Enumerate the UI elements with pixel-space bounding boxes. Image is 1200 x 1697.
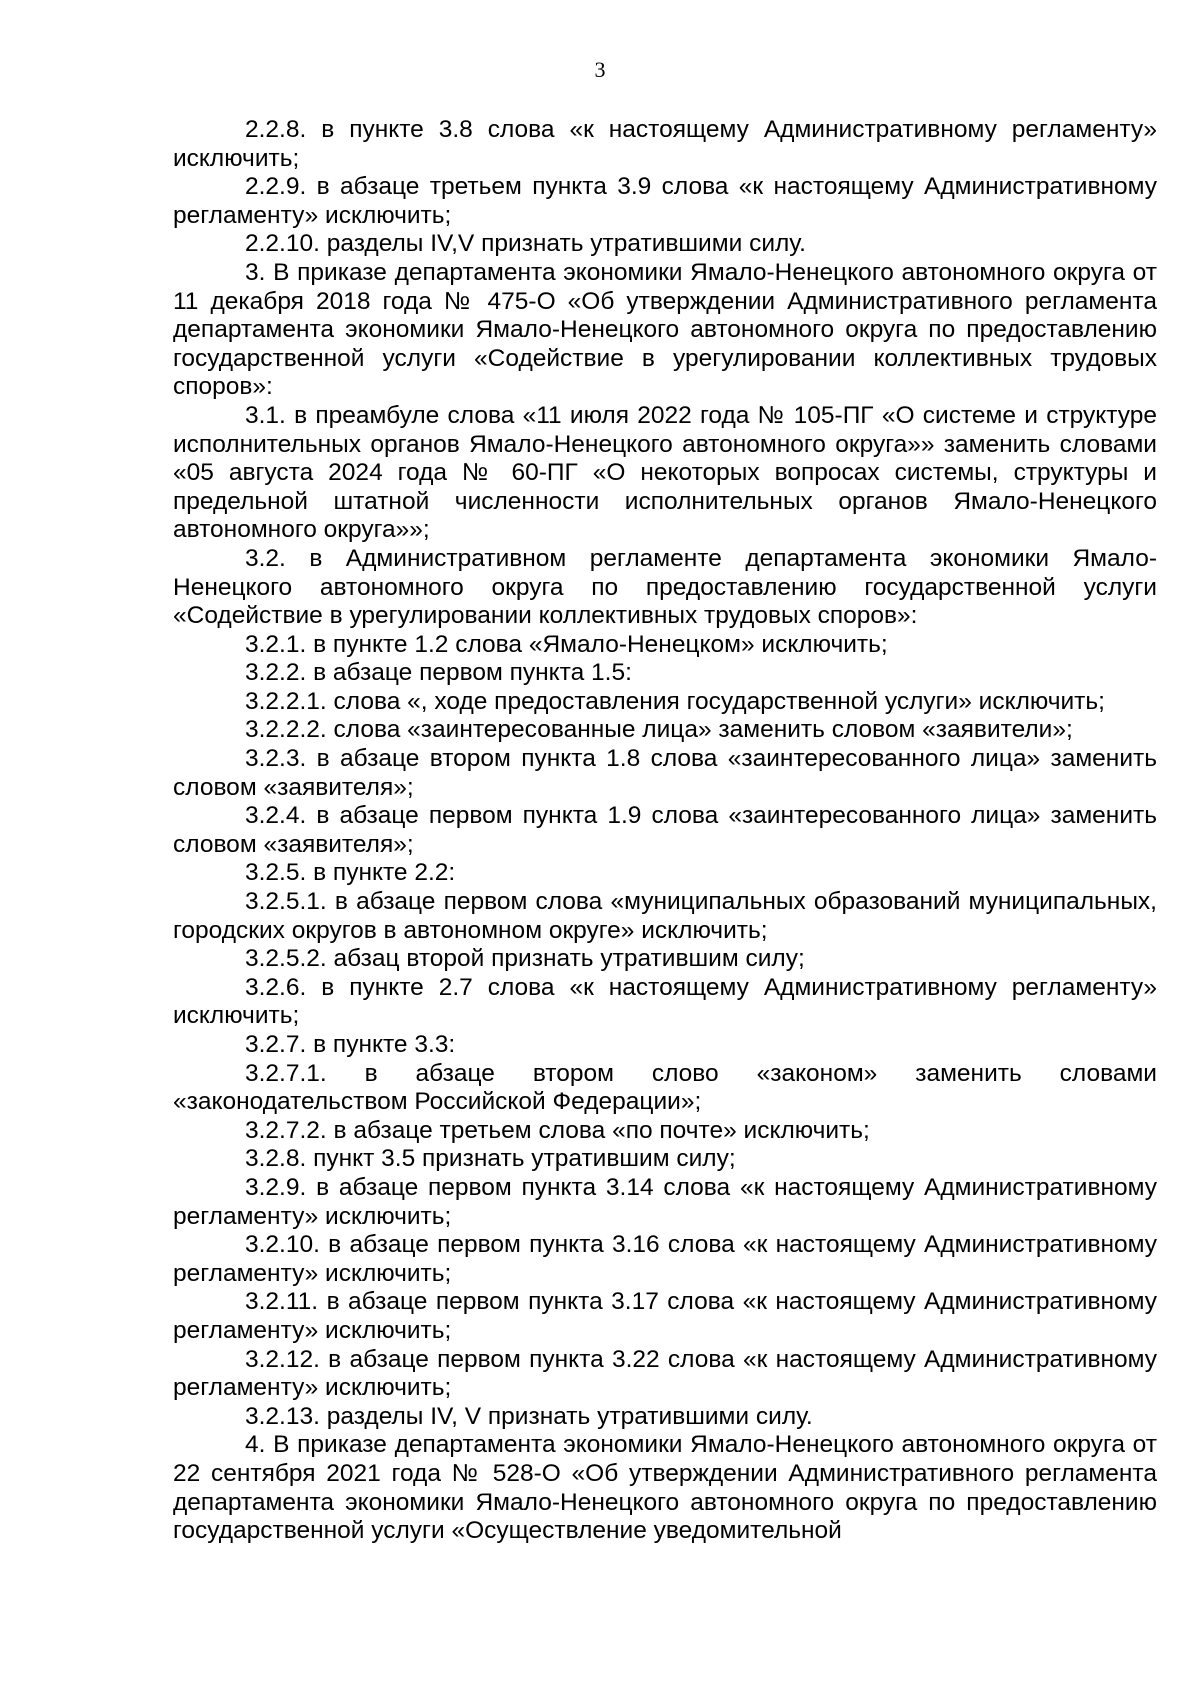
paragraph: 3.2.12. в абзаце первом пункта 3.22 слова «к настоящему Административному регламенту» исключить; [173, 1345, 1157, 1402]
paragraph: 3.2. в Административном регламенте департамента экономики Ямало-Ненецкого автономного округа по предоставлению государственной услуги «Содействие в урегулировании коллективных трудовых споров»: [173, 544, 1157, 630]
paragraph: 3.2.8. пункт 3.5 признать утратившим силу; [245, 1145, 736, 1173]
paragraph: 3.2.4. в абзаце первом пункта 1.9 слова «заинтересованного лица» заменить словом «заявителя»; [173, 802, 1157, 858]
paragraph: 3.2.5.1. в абзаце первом слова «муниципальных образований муниципальных, городских округов в автономном округе» исключить; [173, 888, 1157, 944]
paragraph: 4. В приказе департамента экономики Ямало-Ненецкого автономного округа от 22 сентября 2021 года № 528-О «Об утверждении Административного регламента департамента экономики Ямало-Ненецкого автономного округа по предоставлению государственной услуги «Осуществление уведомительной [173, 1431, 1157, 1545]
paragraph: 3.2.1. в пункте 1.2 слова «Ямало-Ненецком» исключить; [245, 630, 888, 658]
paragraph: 3.2.6. в пункте 2.7 слова «к настоящему Административному регламенту» исключить; [173, 973, 1157, 1030]
paragraph: 3.2.2.1. слова «, ходе предоставления государственной услуги» исключить; [245, 687, 1105, 715]
paragraph: 2.2.10. разделы IV,V признать утратившими силу. [245, 230, 806, 258]
paragraph: 3.2.7.2. в абзаце третьем слова «по почте» исключить; [245, 1116, 870, 1144]
paragraph: 3.2.11. в абзаце первом пункта 3.17 слова «к настоящему Административному регламенту» исключить; [173, 1288, 1157, 1344]
paragraph: 3.2.3. в абзаце втором пункта 1.8 слова «заинтересованного лица» заменить словом «заявителя»; [173, 745, 1157, 801]
paragraph: 3.1. в преамбуле слова «11 июля 2022 года № 105-ПГ «О системе и структуре исполнительных органов Ямало-Ненецкого автономного округа»» заменить словами «05 августа 2024 года № 60-ПГ «О некоторых вопросах системы, структуры и предельной штатной численности исполнительных органов Ямало-Ненецкого автономного округа»»; [173, 401, 1157, 544]
paragraph: 2.2.9. в абзаце третьем пункта 3.9 слова «к настоящему Административному регламенту» исключить; [173, 173, 1157, 229]
document-body [173, 116, 1157, 1546]
page-number: 3 [594, 57, 606, 82]
paragraph: 3.2.2.2. слова «заинтересованные лица» заменить словом «заявители»; [245, 716, 1073, 744]
paragraph: 3.2.9. в абзаце первом пункта 3.14 слова «к настоящему Административному регламенту» исключить; [173, 1173, 1157, 1230]
paragraph: 3. В приказе департамента экономики Ямало-Ненецкого автономного округа от 11 декабря 2018 года № 475-О «Об утверждении Административного регламента департамента экономики Ямало-Ненецкого автономного округа по предоставлению государственной услуги «Содействие в урегулировании коллективных трудовых споров»: [173, 258, 1157, 401]
paragraph: 3.2.13. разделы IV, V признать утратившими силу. [245, 1402, 813, 1430]
paragraph: 3.2.7. в пункте 3.3: [245, 1031, 456, 1058]
paragraph: 3.2.5. в пункте 2.2: [245, 859, 456, 887]
paragraph: 3.2.10. в абзаце первом пункта 3.16 слова «к настоящему Административному регламенту» исключить; [173, 1231, 1157, 1287]
paragraph: 3.2.7.1. в абзаце втором слово «законом» заменить словами «законодательством Российской Федерации»; [173, 1059, 1157, 1116]
paragraph: 3.2.5.2. абзац второй признать утратившим силу; [245, 945, 805, 973]
paragraph: 3.2.2. в абзаце первом пункта 1.5: [245, 659, 632, 687]
paragraph: 2.2.8. в пункте 3.8 слова «к настоящему Административному регламенту» исключить; [173, 116, 1157, 172]
